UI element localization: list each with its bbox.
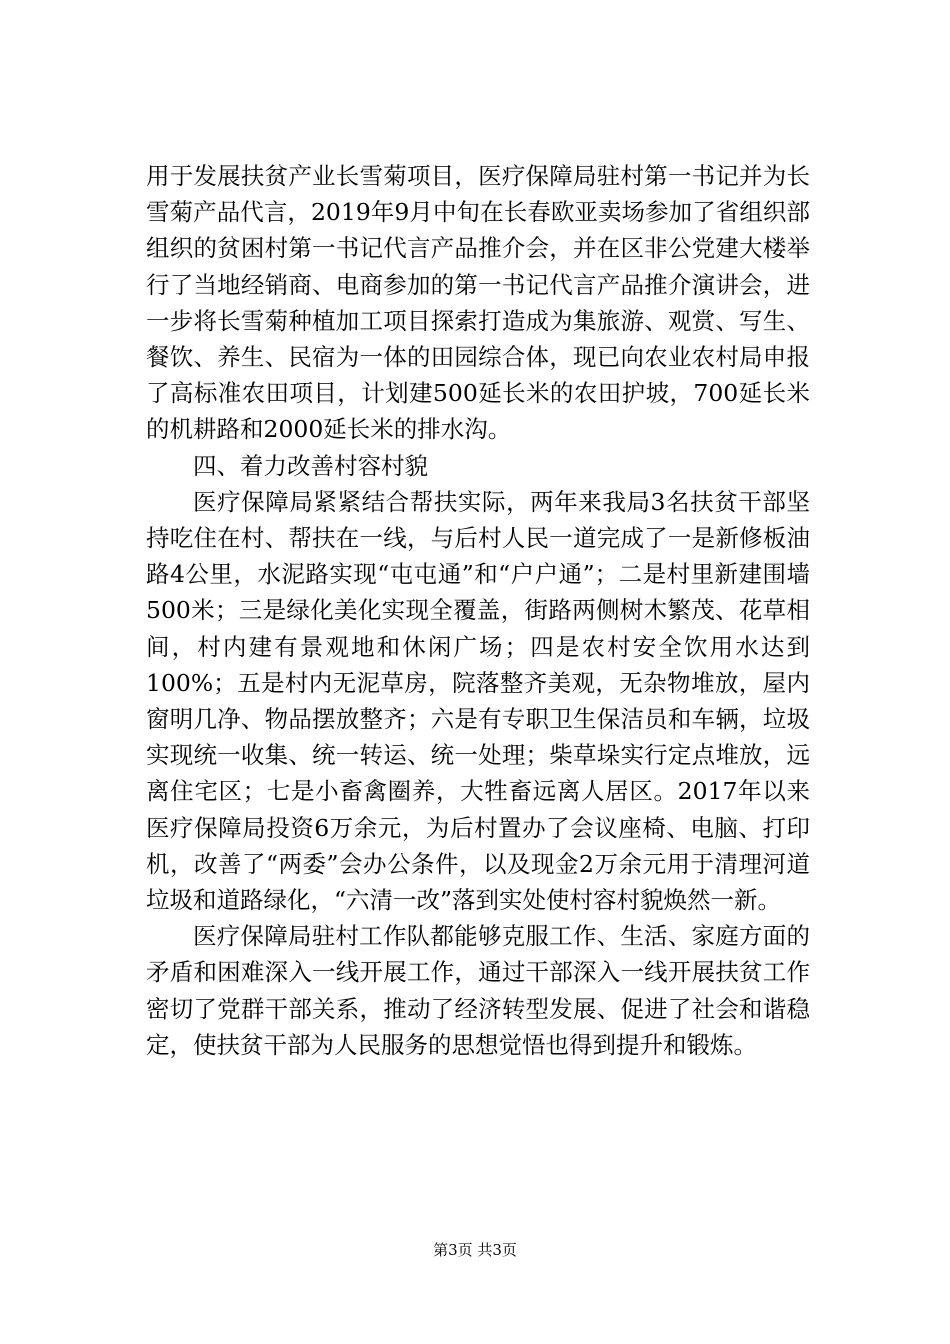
section-heading: 四、着力改善村容村貌 [193,451,428,480]
paragraph-1: 用于发展扶贫产业长雪菊项目，医疗保障局驻村第一书记并为长雪菊产品代言，2019年9月中旬在长春欧亚卖场参加了省组织部组织的贫困村第一书记代言产品推介会，并在区非公党建大楼举行了当地经销商、电商参加的第一书记代言产品推介演讲会，进一步将长雪菊种植加工项目探索打造成为集旅游、观赏、写生、餐饮、养生、民宿为一体的田园综合体，现已向农业农村局申报了高标准农田项目，计划建500延长米的农田护坡，700延长米的机耕路和2000延长米的排水沟。 [146,162,810,444]
paragraph-2: 医疗保障局紧紧结合帮扶实际，两年来我局3名扶贫干部坚持吃住在村、帮扶在一线，与后村人民一道完成了一是新修板油路4公里，水泥路实现“屯屯通”和“户户通”；二是村里新建围墙500米；三是绿化美化实现全覆盖，街路两侧树木繁茂、花草相间，村内建有景观地和休闲广场；四是农村安全饮用水达到100%；五是村内无泥草房，院落整齐美观，无杂物堆放，屋内窗明几净、物品摆放整齐；六是有专职卫生保洁员和车辆，垃圾实现统一收集、统一转运、统一处理；柴草垛实行定点堆放，远离住宅区；七是小畜禽圈养，大牲畜远离人居区。2017年以来医疗保障局投资6万余元，为后村置办了会议座椅、电脑、打印机，改善了“两委”会办公条件，以及现金2万余元用于清理河道垃圾和道路绿化，“六清一改”落到实处使村容村貌焕然一新。 [146,487,810,915]
page-footer: 第3页 共3页 [433,1241,517,1259]
document-body [146,158,810,1063]
paragraph-3: 医疗保障局驻村工作队都能够克服工作、生活、家庭方面的矛盾和困难深入一线开展工作，通过干部深入一线开展扶贫工作密切了党群干部关系，推动了经济转型发展、促进了社会和谐稳定，使扶贫干部为人民服务的思想觉悟也得到提升和锻炼。 [146,922,810,1059]
